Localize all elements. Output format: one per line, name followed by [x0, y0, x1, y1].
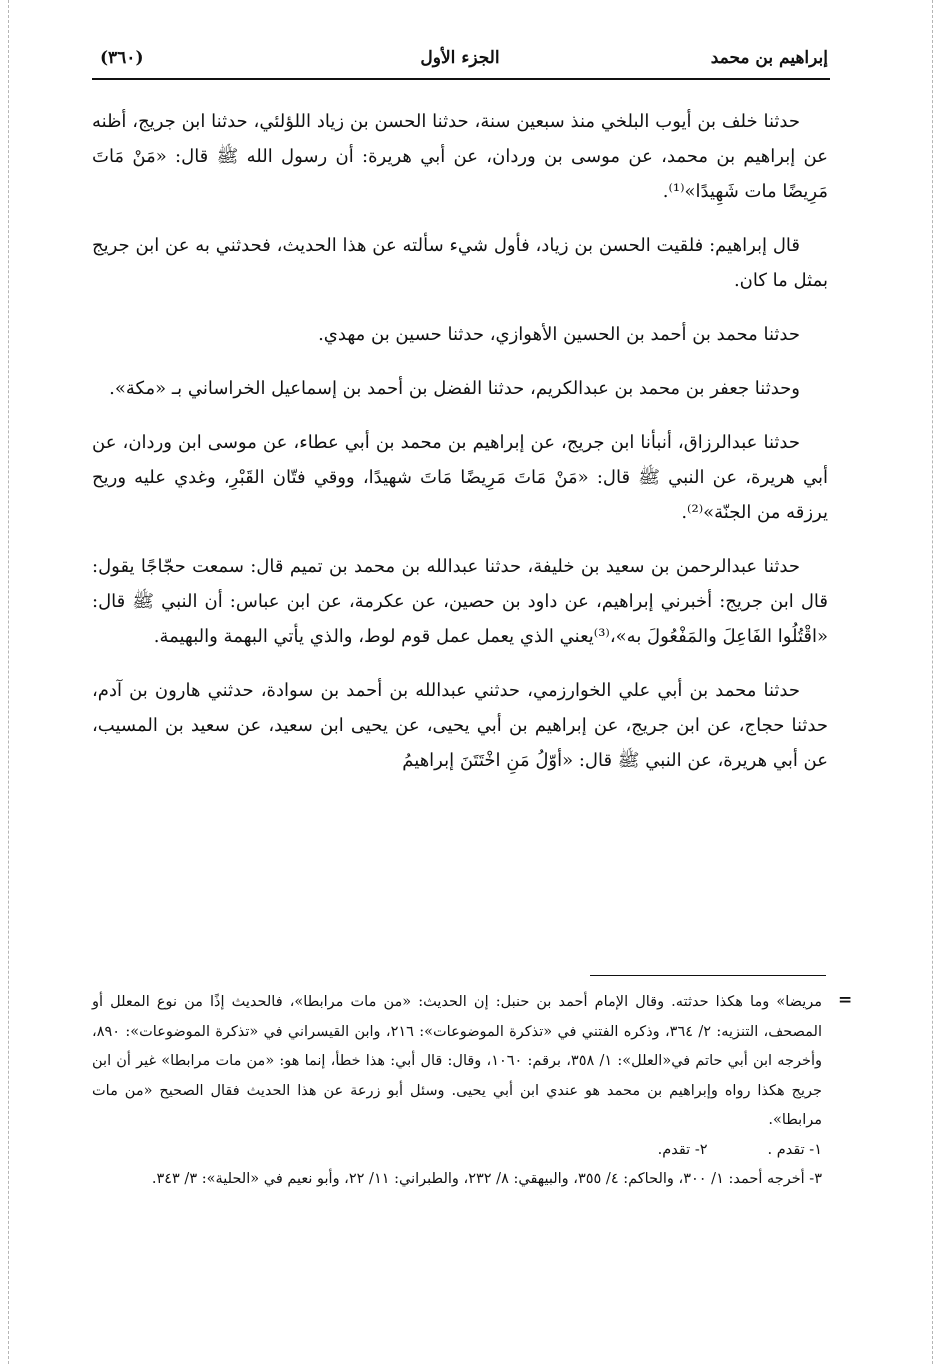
- section-title: إبراهيم بن محمد: [710, 48, 828, 68]
- paragraph: حدثنا محمد بن أحمد بن الحسين الأهوازي، حدثنا حسين بن مهدي.: [318, 324, 800, 345]
- volume-title: الجزء الأول: [420, 48, 500, 68]
- paragraph: حدثنا عبدالرحمن بن سعيد بن خليفة، حدثنا عبدالله بن محمد بن تميم قال: سمعت حجّاجًا يقول: قال ابن جريج: أخبرني إبراهيم، عن داود بن حصين، عن عكرمة، عن ابن عباس: أن النبي ﷺ قال: «اقْتُلُوا الفَاعِلَ والمَفْعُولَ به»،⁽³⁾يعني الذي يعمل عمل قوم لوط، والذي يأتي البهمة والبهيمة.: [92, 556, 828, 647]
- footnote-continuation: مريضا» وما هكذا حدثته. وقال الإمام أحمد بن حنبل: إن الحديث: «من مات مرابطا»، فالحديث إذًا من نوع المعلل أو المصحف، التنزيه: ٢/ ٣٦٤، وذكره الفتني في «تذكرة الموضوعات»: ٢١٦، وابن القيسراني في «تذكرة الموضوعات»: ٨٩٠، وأخرجه ابن أبي حاتم في«العلل»: ١/ ٣٥٨، برقم: ١٠٦٠، وقال: قال أبي: هذا خطأ، إنما هو: «من مات مرابطا» غير أن ابن جريج هكذا رواه وإبراهيم بن محمد هو عندي ابن أبي يحيى. وسئل أبو زرعة عن هذا الحديث فقال الصحيح «من مات مرابطا».: [92, 994, 823, 1128]
- footnote-1: ١- تقدم .: [767, 1141, 822, 1158]
- page-edge-left: [8, 0, 9, 1364]
- main-text: [92, 104, 828, 797]
- running-header: [92, 44, 828, 80]
- page-number: (٣٦٠): [100, 48, 144, 68]
- paragraph: وحدثنا جعفر بن محمد بن عبدالكريم، حدثنا الفضل بن أحمد بن إسماعيل الخراساني بـ «مكة».: [109, 378, 800, 399]
- paragraph: حدثنا عبدالرزاق، أنبأنا ابن جريج، عن إبراهيم بن محمد بن أبي عطاء، عن موسى ابن وردان، عن أبي هريرة، عن النبي ﷺ قال: «مَنْ مَاتَ مَرِيضًا مَاتَ شهيدًا، ووقي فتّان القَبْرِ، وغدي عليه وريح يرزقه من الجنّة»⁽²⁾.: [92, 432, 828, 523]
- footnote-2: ٢- تقدم.: [657, 1141, 708, 1158]
- page-edge-right: [932, 0, 933, 1364]
- footnote-3: ٣- أخرجه أحمد: ١/ ٣٠٠، والحاكم: ٤/ ٣٥٥، والبيهقي: ٨/ ٢٣٢، والطبراني: ١١/ ٢٢، وأبو نعيم في «الحلية»: ٣/ ٣٤٣.: [151, 1171, 822, 1187]
- header-rule: [92, 78, 830, 80]
- paragraph: حدثنا خلف بن أيوب البلخي منذ سبعين سنة، حدثنا الحسن بن زياد اللؤلئي، حدثنا ابن جريج، أظنه عن إبراهيم بن محمد، عن موسى بن وردان، عن أبي هريرة: أن رسول الله ﷺ قال: «مَنْ مَاتَ مَرِيضًا مات شَهِيدًا»⁽¹⁾.: [92, 111, 828, 202]
- paragraph: قال إبراهيم: فلقيت الحسن بن زياد، فأول شيء سألته عن هذا الحديث، فحدثني به عن ابن جريج بمثل ما كان.: [92, 235, 828, 291]
- footnote-continuation-mark: =: [838, 990, 853, 1010]
- footnote-separator: [590, 975, 826, 976]
- footnote-pair: [92, 1136, 822, 1166]
- paragraph: حدثنا محمد بن أبي علي الخوارزمي، حدثني عبدالله بن أحمد بن سوادة، حدثني هارون بن آدم، حدثنا حجاج، عن ابن جريج، عن إبراهيم بن أبي يحيى، عن يحيى ابن سعيد، عن سعيد بن المسيب، عن أبي هريرة، عن النبي ﷺ قال: «أوّلُ مَنِ اخْتَتَنَ إبراهيمُ: [92, 680, 828, 771]
- footnotes: [92, 988, 822, 1195]
